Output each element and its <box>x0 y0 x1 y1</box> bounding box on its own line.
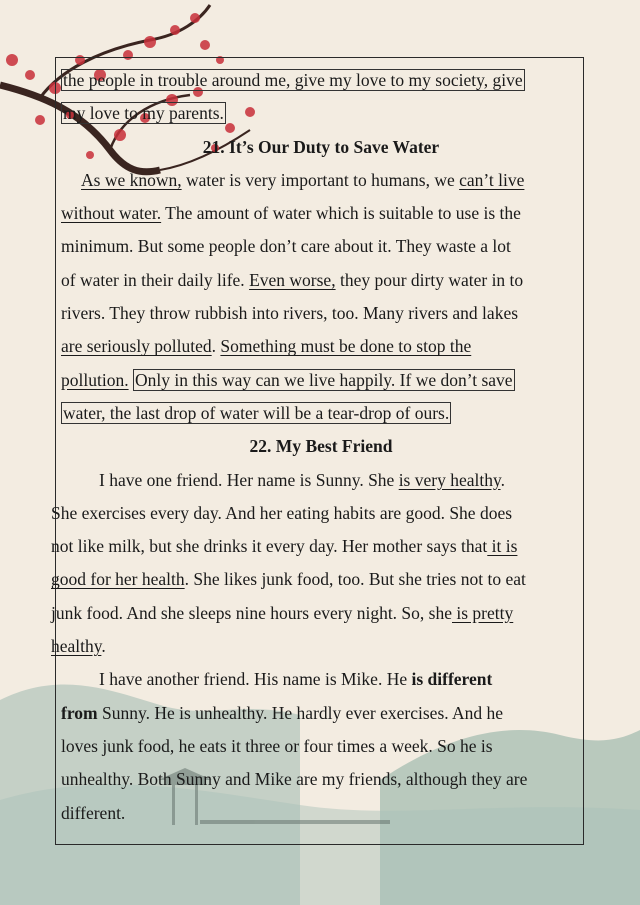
document-body <box>51 64 581 830</box>
essay-22-p1-line-2: She exercises every day. And her eating habits are good. She does <box>51 502 513 523</box>
essay-22-p2-line-3: loves junk food, he eats it three or four times a week. So he is <box>61 735 493 756</box>
essay-22-p1-line-5: junk food. And she sleeps nine hours every night. So, she is pretty <box>51 602 514 623</box>
essay-21-line-6: are seriously polluted. Something must be done to stop the <box>61 336 472 357</box>
essay-21-line-3: minimum. But some people don’t care about it. They waste a lot <box>61 236 511 257</box>
essay-22-p1-line-4: good for her health. She likes junk food, too. But she tries not to eat <box>51 569 526 590</box>
top-paragraph-line-2: my love to my parents. <box>63 103 224 124</box>
essay-21-title: 21. It’s Our Duty to Save Water <box>202 136 440 157</box>
essay-21-line-2: without water. The amount of water which is suitable to use is the <box>61 203 521 224</box>
essay-21-line-7: pollution. Only in this way can we live happily. If we don’t save <box>61 369 513 390</box>
essay-22-title: 22. My Best Friend <box>249 436 393 457</box>
essay-22-p1-line-6: healthy. <box>51 636 106 657</box>
essay-21-line-5: rivers. They throw rubbish into rivers, too. Many rivers and lakes <box>61 303 519 324</box>
essay-22-p2-line-1: I have another friend. His name is Mike. He is different <box>99 669 493 690</box>
essay-22-p2-line-5: different. <box>61 802 126 823</box>
top-paragraph-line-1: the people in trouble around me, give my love to my society, give <box>63 70 523 90</box>
essay-22-p2-line-2: from Sunny. He is unhealthy. He hardly ever exercises. And he <box>61 702 504 723</box>
essay-21-line-1: As we known, water is very important to humans, we can’t live <box>81 169 525 190</box>
essay-21-line-4: of water in their daily life. Even worse, they pour dirty water in to <box>61 269 524 290</box>
essay-22-p2-line-4: unhealthy. Both Sunny and Mike are my friends, although they are <box>61 769 528 790</box>
essay-22-p1-line-3: not like milk, but she drinks it every day. Her mother says that it is <box>51 536 518 557</box>
essay-21-line-8: water, the last drop of water will be a tear-drop of ours. <box>63 402 450 423</box>
essay-22-p1-line-1: I have one friend. Her name is Sunny. She is very healthy. <box>99 469 505 490</box>
